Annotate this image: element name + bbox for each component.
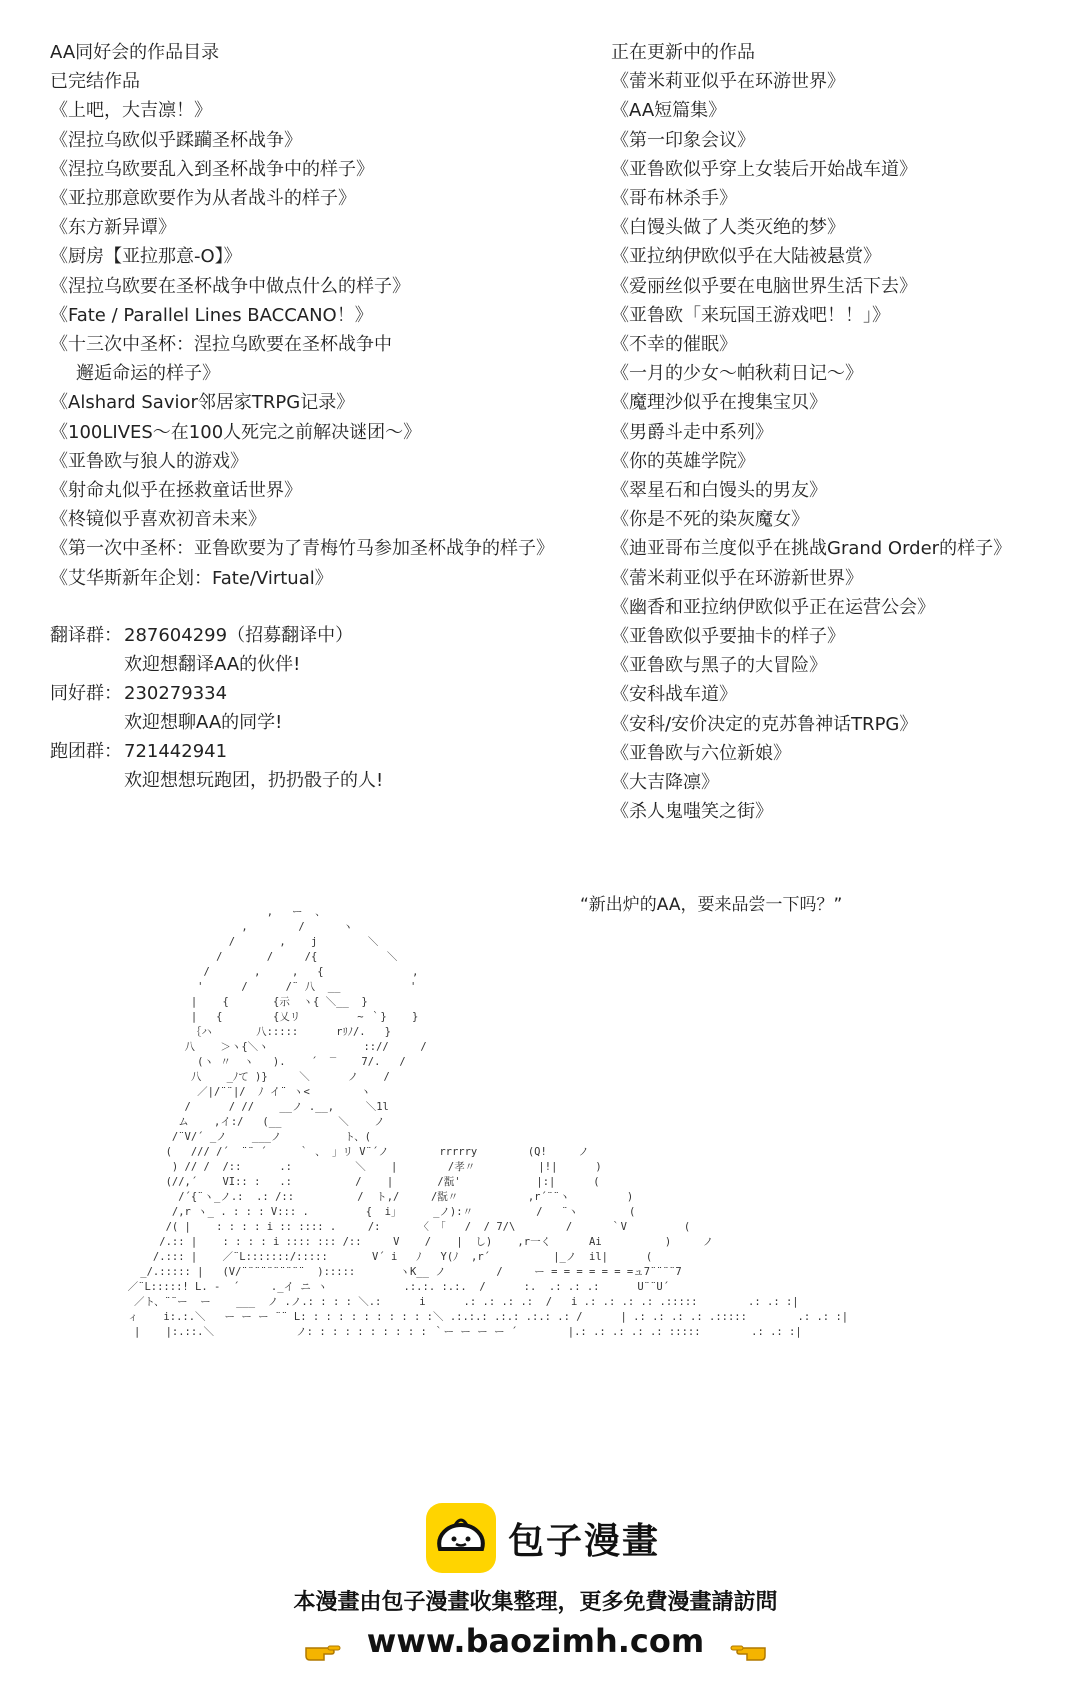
group-info [50, 621, 383, 795]
list-item: 《亚鲁欧与狼人的游戏》 [50, 450, 248, 472]
list-item: 《艾华斯新年企划：Fate/Virtual》 [50, 567, 333, 589]
site-url-link[interactable]: www.baozimh.com [366, 1622, 705, 1660]
footer-notice: 本漫畫由包子漫畫收集整理，更多免費漫畫請訪問 [293, 1590, 778, 1615]
list-item: 《上吧，大吉凛！》 [50, 100, 212, 122]
group-number: 721442941 [124, 741, 228, 762]
list-item: 《男爵斗走中系列》 [611, 421, 773, 443]
list-item: 《哥布林杀手》 [611, 188, 737, 210]
list-item: 《涅拉乌欧要乱入到圣杯战争中的样子》 [50, 158, 374, 180]
group-desc: 欢迎想翻译AA的伙伴! [124, 654, 301, 675]
group-desc: 欢迎想聊AA的同学! [124, 712, 283, 733]
list-item: 《第一印象会议》 [611, 129, 755, 151]
completed-heading: 已完结作品 [50, 71, 140, 93]
list-item: 《亚鲁欧与黑子的大冒险》 [611, 655, 827, 677]
list-item: 《涅拉乌欧要在圣杯战争中做点什么的样子》 [50, 275, 410, 297]
list-item: 《亚鲁欧「来玩国王游戏吧！！」》 [611, 304, 890, 326]
group-desc: 欢迎想想玩跑团，扔扔骰子的人! [124, 770, 384, 791]
translation-group [50, 621, 383, 650]
list-item: 《射命丸似乎在拯救童话世界》 [50, 480, 302, 502]
list-item: 《第一次中圣杯：亚鲁欧要为了青梅竹马参加圣杯战争的样子》 [50, 538, 554, 560]
list-item: 《迪亚哥布兰度似乎在挑战Grand Order的样子》 [611, 538, 1012, 560]
list-item: 《爱丽丝似乎要在电脑世界生活下去》 [611, 275, 917, 297]
list-item: 《你的英雄学院》 [611, 450, 755, 472]
group-label: 跑团群： [50, 741, 122, 762]
ascii-art-illustration: , ー 、 , / ヽ / , j ＼ / / /{ ＼ / , , { , ' / /¨ 八 __ ' | { {示 ヽ{ ＼__ } | { {乂リ ~ ｀} } ｛ハ 八::::: rﾘﾉ/. } 八 ＞ヽ{＼ヽ ::// / (ヽ 〃 ヽ ). ´ ‾ 7/. / 八 _ﾉて )} ＼ ノ / ／|/¨¨|/ ﾉ イ¨ ヽ< ヽ / / // __ノ .__, ＼1l ム ,イ:/ (__ ＼ ノ /¨V/´ _ノ ___ノ ト、( ( /// /´ ¨¨ ´ ｀ 、 」リ V¨´ノ rrrrry (Q! ノ ) // / /:: .: ＼ | /孝〃 |!| ) (//,´ VI:: : .: / | /翫' |:| ( /´{¨ヽ_ノ.: .: /:: / ト,/ /翫〃 ,r´¨¨ヽ ) /,r ヽ_ . : : : V::: . { i」 _ノ):〃 / ¨ヽ ( /( | : : : : i :: :::: . /: 〈 「 / / 7/\ / ｀V ( /.:: | : : : : i :::: ::: /:: V / | し) ,r一く Ai ) ノ /.::: | ／¨L:::::::/::::: V´ i ﾉ Y(ﾉ ,r´ |_ノ il| ( _/.::::: | (V/¨¨¨¨¨¨¨¨¨¨ )::::: ヽK__ ノ / ー = = = = = = =ュ7¨¨¨¨7 ／¨L:::::! L. - ´ ._イ ニ ヽ .:.:. :.:. / :. .: .: .: U¨¨U´ ／ト、¨¨ー ー ___ ノ .ノ.: : : : ＼.: i .: .: .: .: / i .: .: .: .: .::::: .: .: :| ィ i:.:.＼ ー ー ー ¨¨ L: : : : : : : : : : :＼ .:.:.: .:.: .:.: .: / | .: .: .: .: .::::: .: .: :| | |:.::.＼ ノ: : : : : : : : : : ｀ー ー ー ー ´ |.: .: .: .: .: ::::: .: .: :| [127, 906, 849, 1338]
list-item: 《魔理沙似乎在搜集宝贝》 [611, 392, 827, 414]
group-number: 230279334 [124, 683, 228, 704]
catalog-heading: AA同好会的作品目录 [50, 42, 220, 63]
baozi-mascot-icon [426, 1503, 496, 1573]
footer-url-row [0, 1622, 1071, 1660]
list-item: 《蕾米莉亚似乎在环游世界》 [611, 71, 845, 93]
list-item: 《涅拉乌欧似乎蹂躏圣杯战争》 [50, 129, 302, 151]
ongoing-heading: 正在更新中的作品 [611, 42, 755, 63]
list-item: 《Fate / Parallel Lines BACCANO！》 [50, 304, 373, 326]
fan-group [50, 679, 383, 708]
list-item: 《你是不死的染灰魔女》 [611, 509, 809, 531]
list-item: 《安科/安价决定的克苏鲁神话TRPG》 [611, 713, 918, 735]
list-item: 《白馒头做了人类灭绝的梦》 [611, 217, 845, 239]
group-label: 同好群： [50, 683, 122, 704]
speech-quote: “新出炉的AA，要来品尝一下吗？” [580, 895, 843, 915]
group-label: 翻译群： [50, 625, 122, 646]
list-item: 《100LIVES～在100人死完之前解决谜团～》 [50, 421, 422, 443]
list-item: 《亚鲁欧似乎穿上女装后开始战车道》 [611, 158, 917, 180]
pointing-right-hand-icon [304, 1632, 342, 1654]
baozi-logo [426, 1503, 660, 1573]
list-item: 《十三次中圣杯：涅拉乌欧要在圣杯战争中 [50, 334, 392, 356]
list-item: 《Alshard Savior邻居家TRPG记录》 [50, 392, 355, 414]
list-item: 《蕾米莉亚似乎在环游新世界》 [611, 567, 863, 589]
ongoing-works-column [611, 38, 1061, 826]
list-item: 《不幸的催眠》 [611, 334, 737, 356]
list-item: 《AA短篇集》 [611, 100, 727, 122]
list-item: 《一月的少女～帕秋莉日记～》 [611, 363, 863, 385]
list-item: 《大吉降凛》 [611, 772, 719, 794]
group-number: 287604299（招募翻译中） [124, 625, 354, 646]
trpg-group [50, 737, 383, 766]
completed-works-column [50, 38, 610, 593]
list-item: 《亚鲁欧似乎要抽卡的样子》 [611, 626, 845, 648]
list-item: 《幽香和亚拉纳伊欧似乎正在运营公会》 [611, 596, 935, 618]
brand-name: 包子漫畫 [508, 1520, 661, 1562]
list-item: 《杀人鬼嗤笑之街》 [611, 801, 773, 823]
list-item: 《柊镜似乎喜欢初音未来》 [50, 509, 266, 531]
pointing-left-hand-icon [729, 1632, 767, 1654]
list-item-continuation: 邂逅命运的样子》 [76, 363, 220, 385]
list-item: 《亚鲁欧与六位新娘》 [611, 742, 791, 764]
list-item: 《东方新异谭》 [50, 217, 176, 239]
list-item: 《亚拉那意欧要作为从者战斗的样子》 [50, 188, 356, 210]
list-item: 《安科战车道》 [611, 684, 737, 706]
list-item: 《翠星石和白馒头的男友》 [611, 480, 827, 502]
list-item: 《厨房【亚拉那意-O】》 [50, 246, 242, 268]
list-item: 《亚拉纳伊欧似乎在大陆被悬赏》 [611, 246, 881, 268]
